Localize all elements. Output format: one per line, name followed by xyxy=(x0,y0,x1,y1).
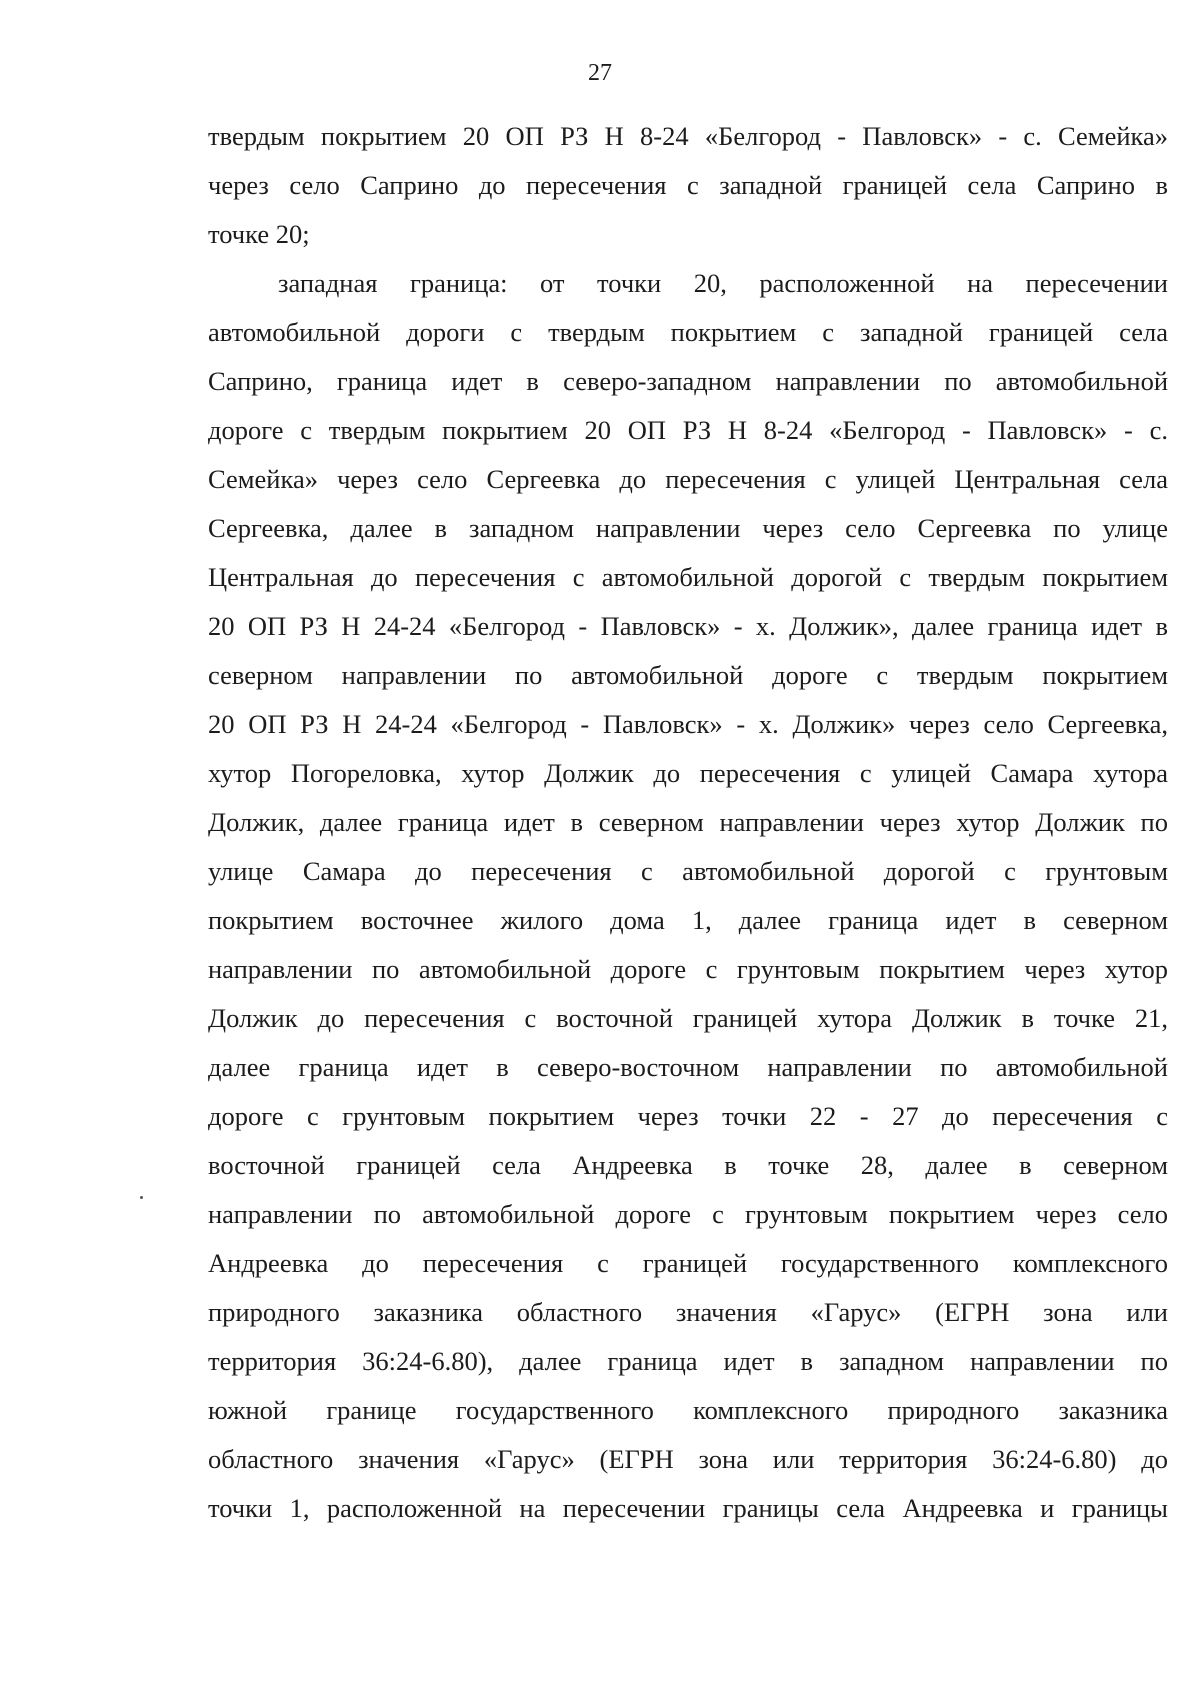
text-line: областного значения «Гарус» (ЕГРН зона или территория 36:24-6.80) до xyxy=(208,1444,1168,1474)
text-line: хутор Погореловка, хутор Должик до пересечения с улицей Самара хутора xyxy=(208,758,1168,788)
text-line: Сергеевка, далее в западном направлении через село Сергеевка по улице xyxy=(208,513,1168,543)
text-line: точке 20; xyxy=(208,219,310,249)
text-line: твердым покрытием 20 ОП РЗ Н 8-24 «Белгород - Павловск» - с. Семейка» xyxy=(208,121,1168,151)
text-line: улице Самара до пересечения с автомобильной дорогой с грунтовым xyxy=(208,856,1168,886)
text-line: Должик, далее граница идет в северном направлении через хутор Должик по xyxy=(208,807,1168,837)
text-line: автомобильной дороги с твердым покрытием с западной границей села xyxy=(208,317,1168,347)
text-line: 20 ОП РЗ Н 24-24 «Белгород - Павловск» - х. Должик», далее граница идет в xyxy=(208,611,1168,641)
body-text xyxy=(208,112,1168,1533)
text-line: через село Саприно до пересечения с западной границей села Саприно в xyxy=(208,170,1168,200)
text-line: западная граница: от точки 20, расположенной на пересечении xyxy=(278,268,1168,298)
scan-speck xyxy=(140,1196,143,1199)
text-line: 20 ОП РЗ Н 24-24 «Белгород - Павловск» - х. Должик» через село Сергеевка, xyxy=(208,709,1168,739)
text-line: Андреевка до пересечения с границей государственного комплексного xyxy=(208,1248,1168,1278)
text-line: покрытием восточнее жилого дома 1, далее граница идет в северном xyxy=(208,905,1168,935)
text-line: Должик до пересечения с восточной границей хутора Должик в точке 21, xyxy=(208,1003,1168,1033)
text-line: восточной границей села Андреевка в точке 28, далее в северном xyxy=(208,1150,1168,1180)
text-line: Семейка» через село Сергеевка до пересечения с улицей Центральная села xyxy=(208,464,1168,494)
text-line: природного заказника областного значения «Гарус» (ЕГРН зона или xyxy=(208,1297,1168,1327)
text-line: территория 36:24-6.80), далее граница идет в западном направлении по xyxy=(208,1346,1168,1376)
text-line: Саприно, граница идет в северо-западном направлении по автомобильной xyxy=(208,366,1168,396)
text-line: северном направлении по автомобильной дороге с твердым покрытием xyxy=(208,660,1168,690)
text-line: точки 1, расположенной на пересечении границы села Андреевка и границы xyxy=(208,1493,1168,1523)
text-line: Центральная до пересечения с автомобильной дорогой с твердым покрытием xyxy=(208,562,1168,592)
page-number: 27 xyxy=(588,60,612,86)
text-line: далее граница идет в северо-восточном направлении по автомобильной xyxy=(208,1052,1168,1082)
text-line: дороге с грунтовым покрытием через точки 22 - 27 до пересечения с xyxy=(208,1101,1168,1131)
text-line: дороге с твердым покрытием 20 ОП РЗ Н 8-24 «Белгород - Павловск» - с. xyxy=(208,415,1168,445)
text-line: южной границе государственного комплексного природного заказника xyxy=(208,1395,1168,1425)
text-line: направлении по автомобильной дороге с грунтовым покрытием через хутор xyxy=(208,954,1168,984)
text-line: направлении по автомобильной дороге с грунтовым покрытием через село xyxy=(208,1199,1168,1229)
